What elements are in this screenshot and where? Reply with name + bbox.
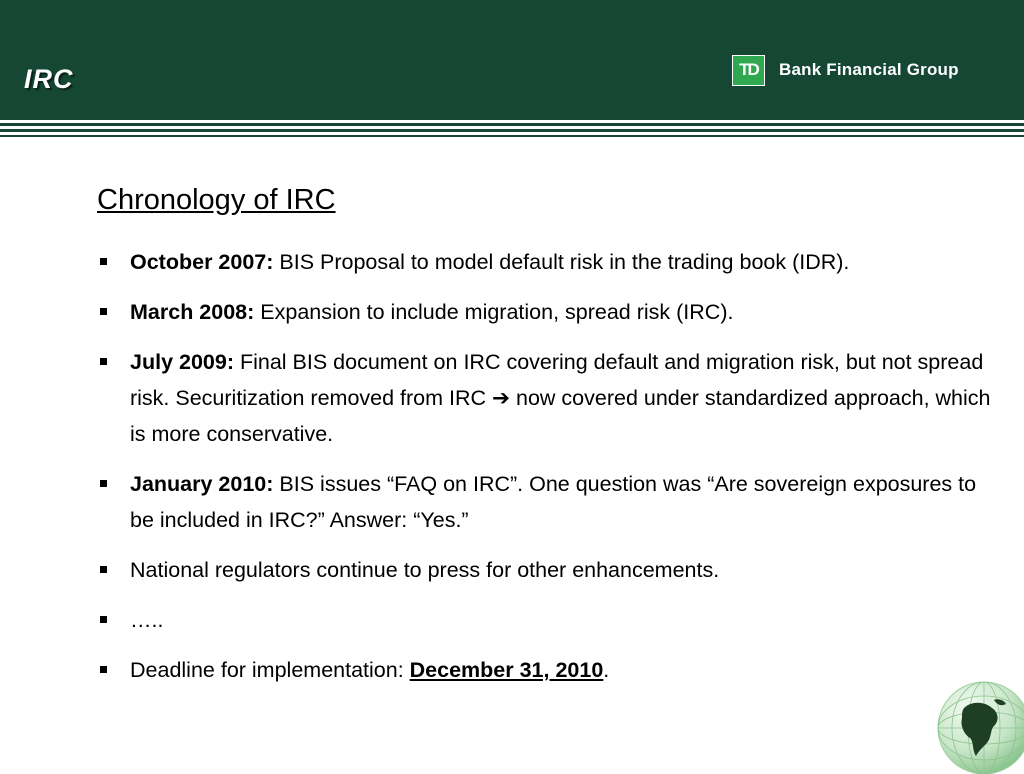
bullet-label: March 2008: [130, 300, 255, 324]
bullet-deadline [97, 652, 996, 688]
globe-icon [934, 678, 1024, 774]
bullet-march-2008 [97, 294, 996, 330]
bullet-text-continued: now covered under standardized approach, which is more conservative. [130, 386, 991, 446]
deadline-date: December 31, 2010 [409, 658, 604, 682]
td-logo-icon: TD [732, 55, 765, 86]
bullet-text: Deadline for implementation: [130, 658, 410, 682]
logo-text: Bank Financial Group [779, 60, 959, 79]
slide-title: Chronology of IRC [97, 184, 336, 216]
bullet-marker-icon [100, 616, 107, 623]
bullet-marker-icon [100, 666, 107, 673]
bullet-july-2009 [97, 344, 996, 452]
bullet-marker-icon [100, 308, 107, 315]
header-bar [0, 0, 1024, 120]
bullet-text: Final BIS document on IRC covering default and migration risk, but not spread risk. Securitization removed from IRC [130, 350, 984, 410]
bullet-marker-icon [100, 358, 107, 365]
bullet-marker-icon [100, 480, 107, 487]
slide-content [97, 178, 997, 702]
bullet-text: National regulators continue to press for other enhancements. [130, 558, 720, 582]
bullet-end: . [603, 658, 610, 682]
bullet-national-regulators [97, 552, 996, 588]
bullet-list [97, 244, 997, 688]
bullet-text: BIS issues “FAQ on IRC”. One question was “Are sovereign exposures to be included in IRC?” Answer: “Yes.” [130, 472, 977, 532]
bullet-label: October 2007: [130, 250, 274, 274]
td-logo [732, 54, 959, 86]
bullet-marker-icon [100, 258, 107, 265]
header-title: IRC [24, 64, 74, 94]
bullet-label: January 2010: [130, 472, 274, 496]
bullet-label: July 2009: [130, 350, 234, 374]
header-stripe-1 [0, 123, 1024, 126]
bullet-text: ….. [130, 608, 164, 632]
bullet-text: Expansion to include migration, spread risk (IRC). [254, 300, 734, 324]
header-stripe-2 [0, 129, 1024, 132]
bullet-text: BIS Proposal to model default risk in the trading book (IDR). [273, 250, 850, 274]
bullet-october-2007 [97, 244, 996, 280]
bullet-ellipsis [97, 602, 996, 638]
header-stripe-3 [0, 135, 1024, 137]
right-arrow-icon: ➔ [492, 386, 511, 410]
bullet-january-2010 [97, 466, 996, 538]
bullet-marker-icon [100, 566, 107, 573]
